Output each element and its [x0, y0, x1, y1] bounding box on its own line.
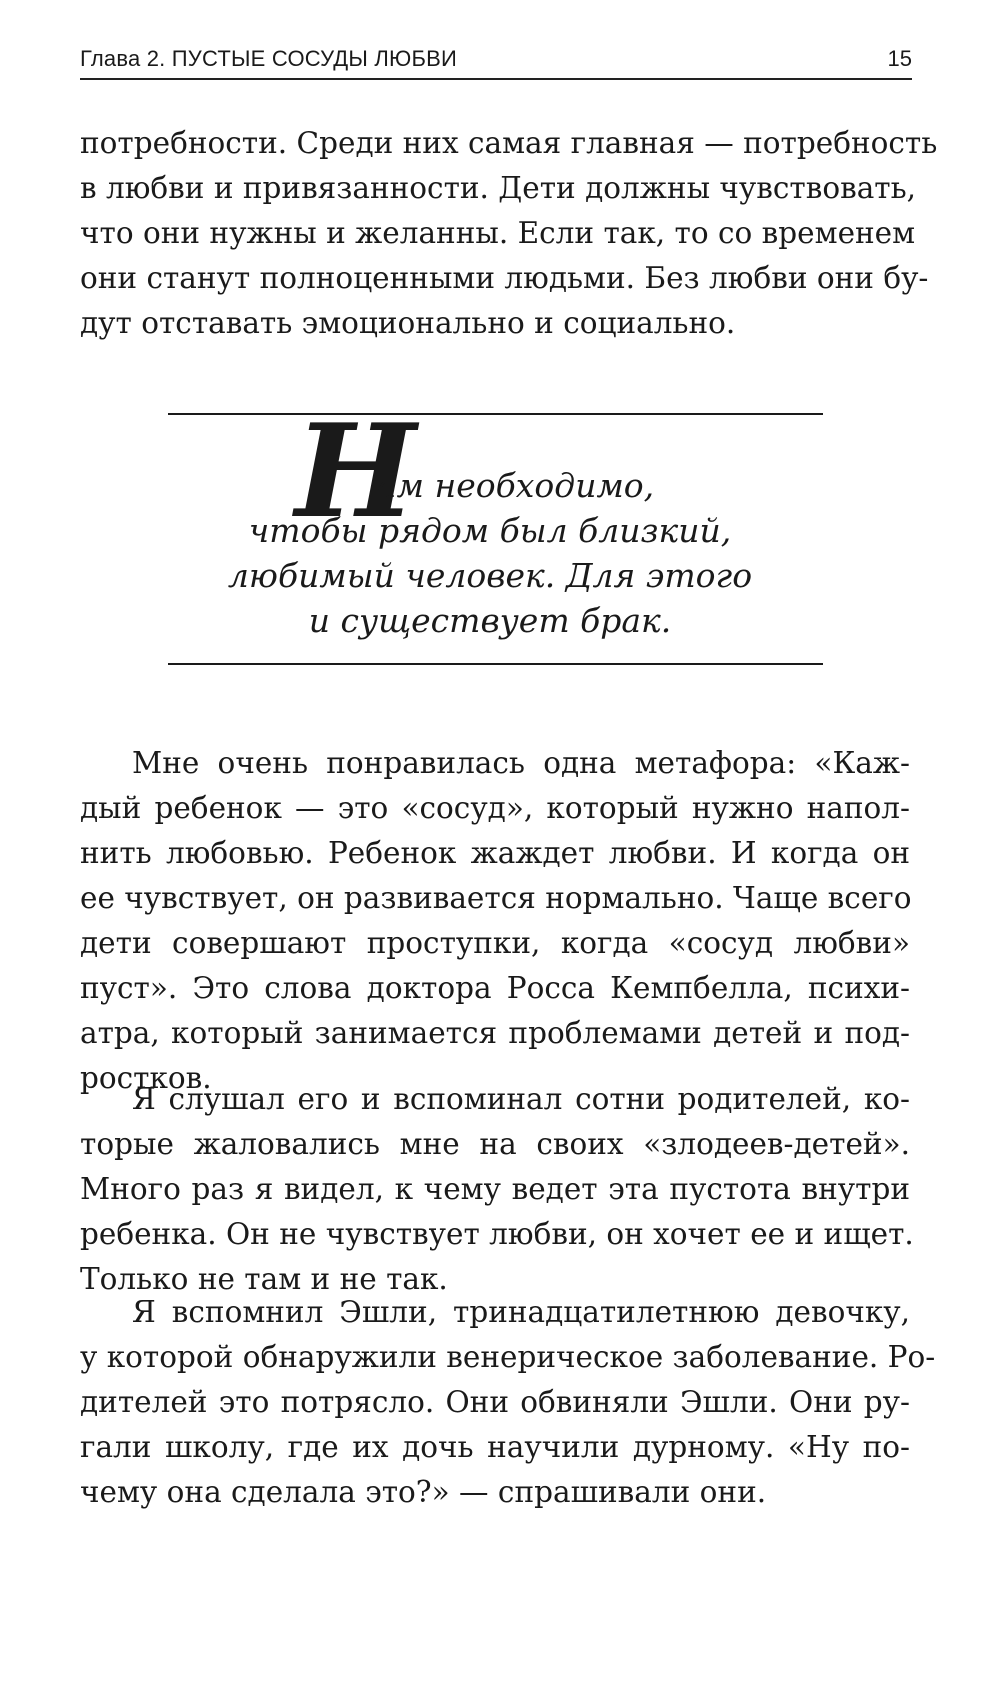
page-number: 15 — [887, 46, 912, 71]
text-line: Мне очень понравилась одна метафора: «Каж- — [132, 746, 910, 780]
paragraph-1 — [80, 121, 938, 346]
text-line: дети совершают проступки, когда «сосуд любви» — [80, 926, 910, 960]
text-line: ребенка. Он не чувствует любви, он хочет ее и ищет. — [80, 1217, 914, 1251]
text-line: они станут полноценными людьми. Без любви они бу- — [80, 261, 929, 295]
text-line: дый ребенок — это «сосуд», который нужно напол- — [80, 791, 910, 825]
text-line: торые жаловались мне на своих «злодеев-детей». — [80, 1127, 910, 1161]
pullquote-line-1: ам необходимо, — [377, 466, 655, 505]
pullquote-line-3: любимый человек. Для этого — [227, 556, 753, 595]
text-line: нить любовью. Ребенок жаждет любви. И когда он — [80, 836, 910, 870]
text-line: Только не там и не так. — [80, 1262, 448, 1296]
pullquote-top-rule — [168, 413, 823, 415]
text-line: в любви и привязанности. Дети должны чувствовать, — [80, 171, 917, 205]
text-line: атра, который занимается проблемами детей и под- — [80, 1016, 910, 1050]
paragraph-3 — [80, 1077, 914, 1302]
text-line: дут отставать эмоционально и социально. — [80, 306, 736, 340]
pullquote-bottom-rule — [168, 663, 823, 665]
running-head — [80, 42, 912, 80]
text-line: у которой обнаружили венерическое заболевание. Ро- — [80, 1340, 936, 1374]
text-line: потребности. Среди них самая главная — потребность — [80, 126, 938, 160]
pullquote-line-4: и существует брак. — [308, 601, 672, 640]
text-line: Я слушал его и вспоминал сотни родителей, ко- — [132, 1082, 910, 1116]
text-line: ростков. — [80, 1061, 212, 1095]
chapter-title: Глава 2. ПУСТЫЕ СОСУДЫ ЛЮБВИ — [80, 46, 457, 71]
text-line: ее чувствует, он развивается нормально. Чаще всего — [80, 881, 912, 915]
text-line: гали школу, где их дочь научили дурному. «Ну по- — [80, 1430, 910, 1464]
text-line: пуст». Это слова доктора Росса Кемпбелла, психи- — [80, 971, 910, 1005]
text-line: Много раз я видел, к чему ведет эта пустота внутри — [80, 1172, 910, 1206]
text-line: Я вспомнил Эшли, тринадцатилетнюю девочку, — [132, 1295, 910, 1329]
pullquote-drop-cap: Н — [295, 397, 416, 547]
paragraph-4 — [80, 1290, 936, 1515]
text-line: что они нужны и желанны. Если так, то со временем — [80, 216, 916, 250]
pullquote-line-2: чтобы рядом был близкий, — [248, 511, 732, 550]
paragraph-2 — [80, 741, 910, 1101]
text-line: чему она сделала это?» — спрашивали они. — [80, 1475, 767, 1509]
text-line: дителей это потрясло. Они обвиняли Эшли. Они ру- — [80, 1385, 910, 1419]
